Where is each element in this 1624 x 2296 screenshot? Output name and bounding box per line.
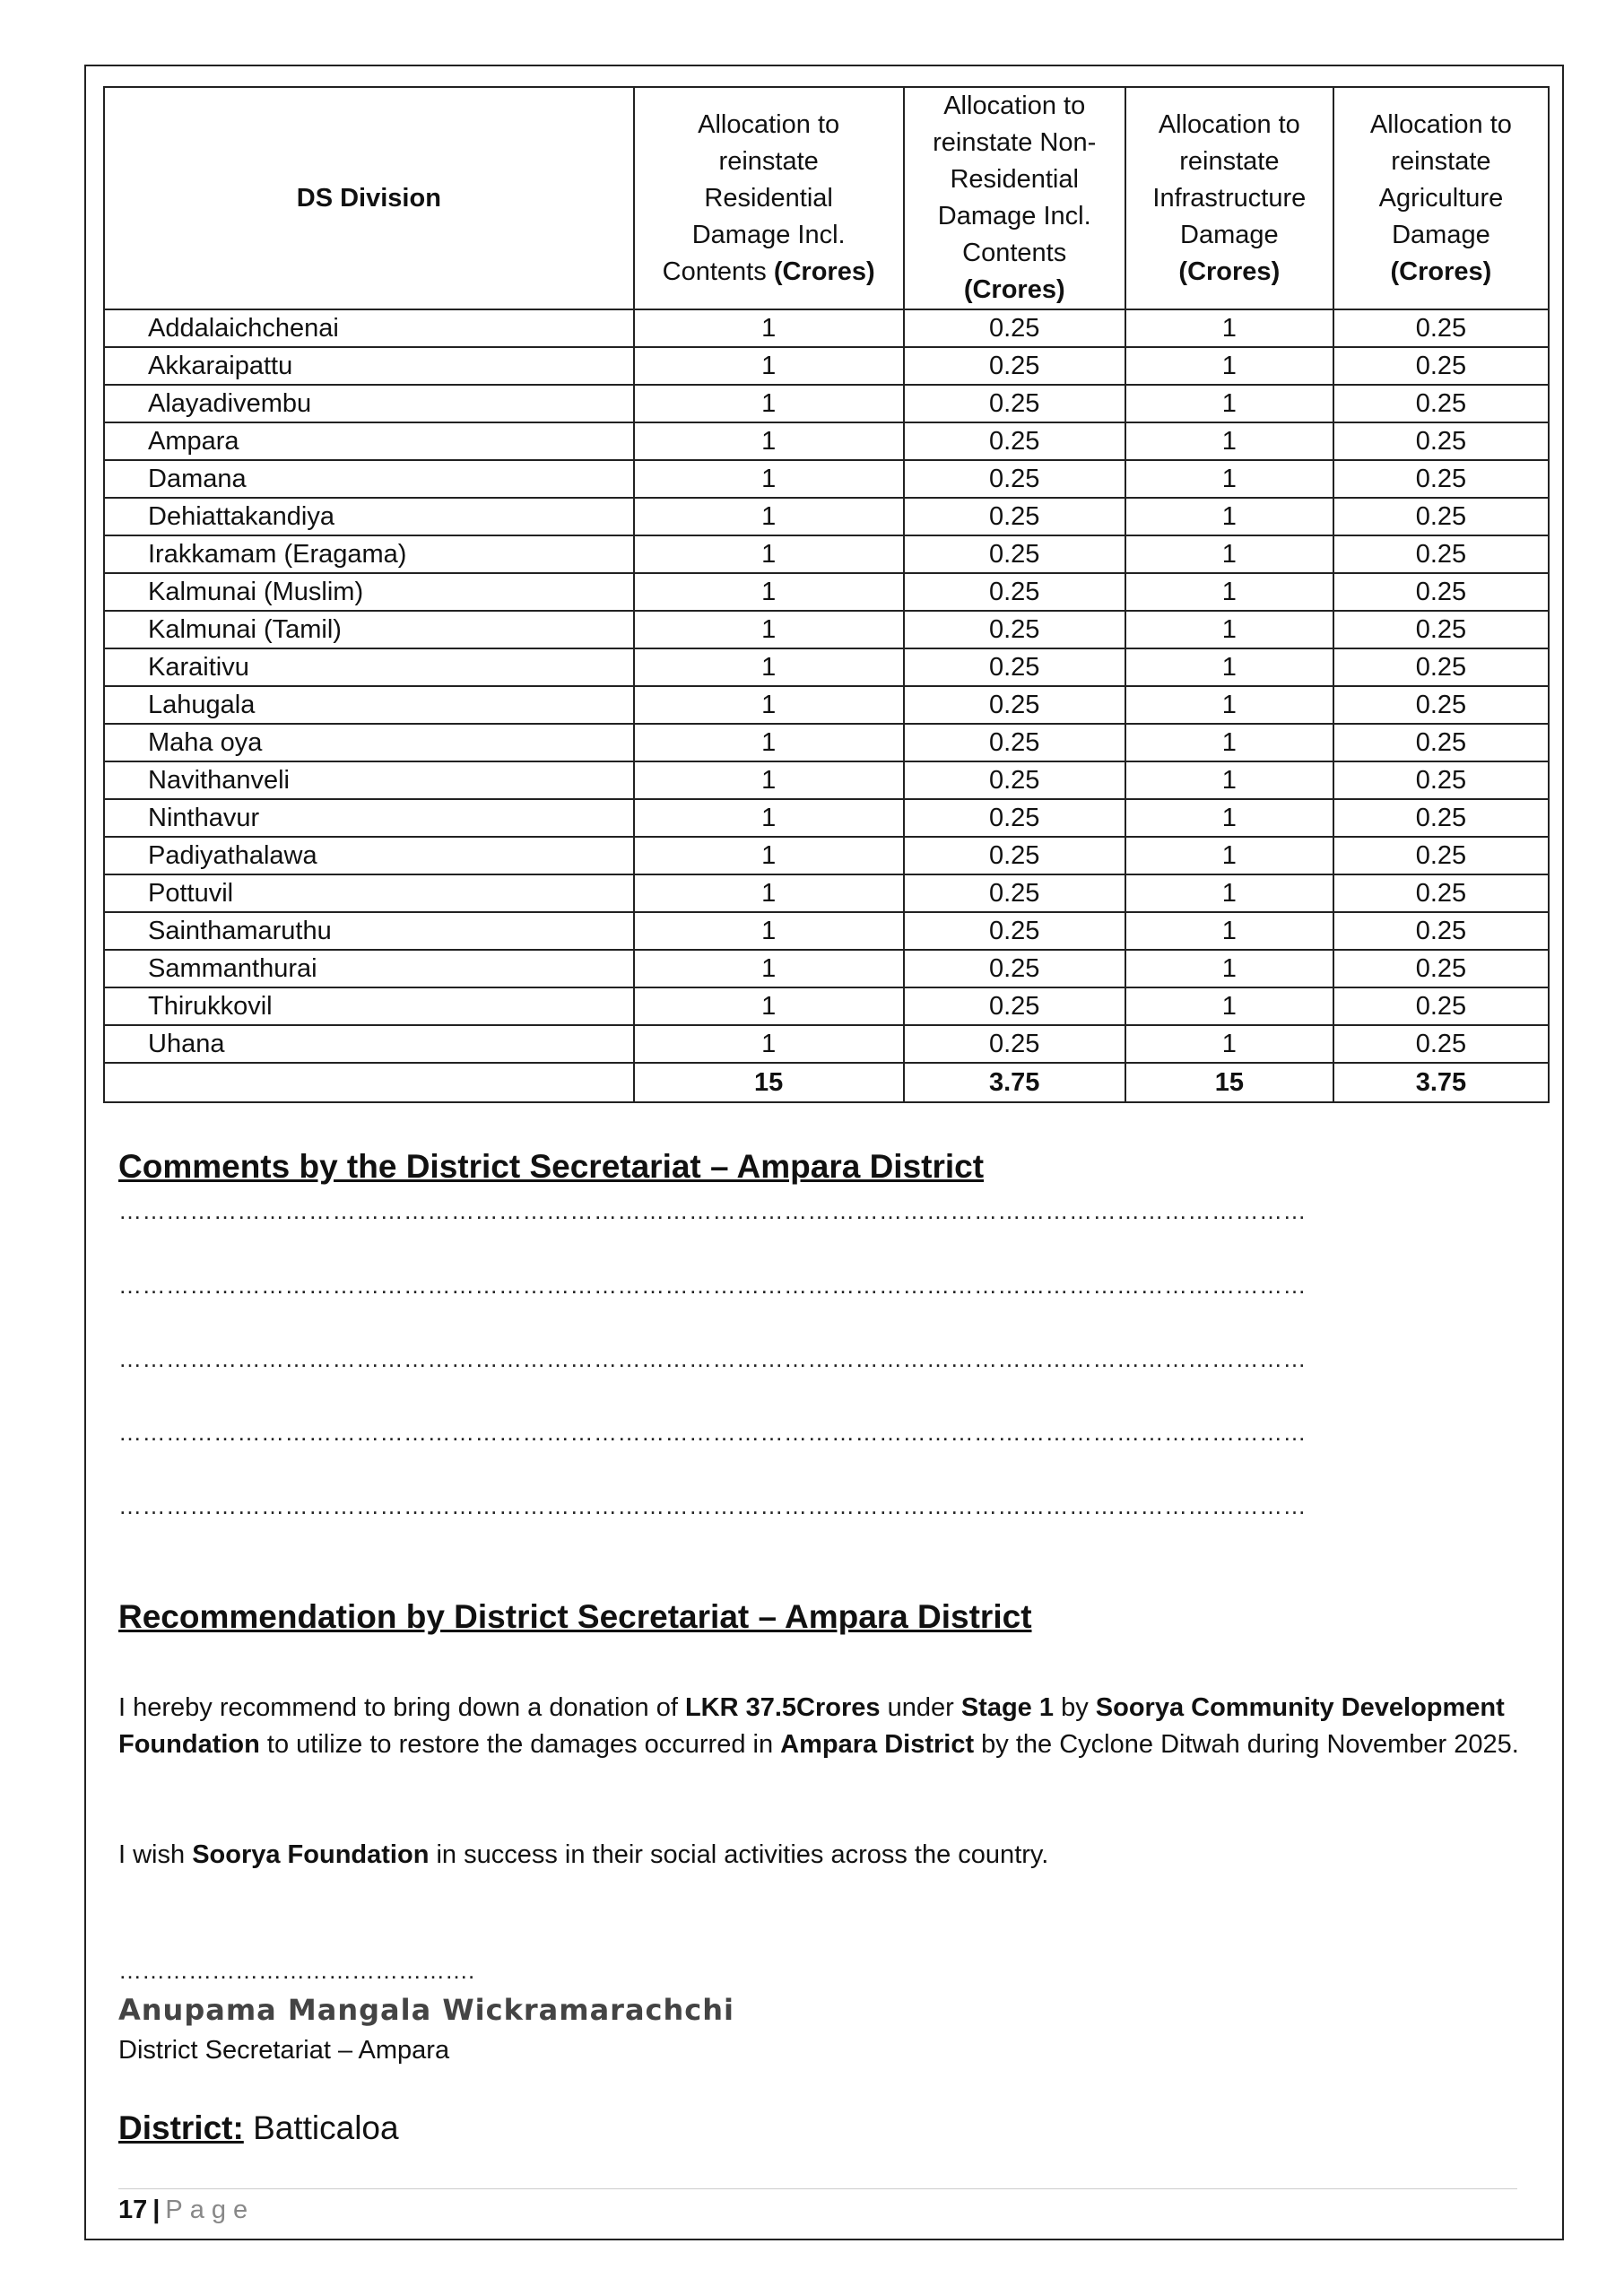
ds-division-cell: Pottuvil bbox=[104, 874, 634, 912]
non-residential-cell: 0.25 bbox=[904, 724, 1125, 761]
residential-cell: 1 bbox=[634, 611, 904, 648]
table-row bbox=[104, 874, 1549, 912]
non-residential-cell: 0.25 bbox=[904, 611, 1125, 648]
agriculture-cell: 0.25 bbox=[1333, 686, 1549, 724]
table-row bbox=[104, 724, 1549, 761]
header-residential bbox=[634, 87, 904, 309]
header-line: Damage bbox=[1180, 220, 1279, 249]
table-row bbox=[104, 309, 1549, 347]
ds-division-cell: Sainthamaruthu bbox=[104, 912, 634, 950]
agriculture-cell: 0.25 bbox=[1333, 611, 1549, 648]
agriculture-cell: 0.25 bbox=[1333, 422, 1549, 460]
residential-cell: 1 bbox=[634, 912, 904, 950]
residential-cell: 1 bbox=[634, 724, 904, 761]
agriculture-cell: 0.25 bbox=[1333, 573, 1549, 611]
residential-cell: 1 bbox=[634, 422, 904, 460]
header-line: Contents bbox=[962, 239, 1067, 267]
non-residential-cell: 0.25 bbox=[904, 573, 1125, 611]
ds-division-cell: Kalmunai (Muslim) bbox=[104, 573, 634, 611]
agriculture-cell: 0.25 bbox=[1333, 837, 1549, 874]
agriculture-cell: 0.25 bbox=[1333, 535, 1549, 573]
infrastructure-cell: 1 bbox=[1125, 498, 1333, 535]
table-row bbox=[104, 422, 1549, 460]
non-residential-cell: 3.75 bbox=[904, 1063, 1125, 1102]
infrastructure-cell: 1 bbox=[1125, 422, 1333, 460]
infrastructure-cell: 1 bbox=[1125, 912, 1333, 950]
non-residential-cell: 0.25 bbox=[904, 686, 1125, 724]
agriculture-cell: 0.25 bbox=[1333, 799, 1549, 837]
residential-cell: 1 bbox=[634, 309, 904, 347]
header-line: reinstate bbox=[1391, 146, 1491, 176]
comment-line: …………………………………………………………………………………………………………………………………… bbox=[118, 1345, 1307, 1372]
ds-division-cell: Kalmunai (Tamil) bbox=[104, 611, 634, 648]
page-word: Page bbox=[165, 2196, 256, 2224]
stage-label: Stage 1 bbox=[960, 1693, 1055, 1722]
table-row bbox=[104, 912, 1549, 950]
infrastructure-cell: 1 bbox=[1125, 987, 1333, 1025]
non-residential-cell: 0.25 bbox=[904, 422, 1125, 460]
ds-division-cell: Alayadivembu bbox=[104, 385, 634, 422]
header-agriculture bbox=[1333, 87, 1549, 309]
infrastructure-cell: 1 bbox=[1125, 385, 1333, 422]
footer-divider bbox=[118, 2188, 1517, 2189]
non-residential-cell: 0.25 bbox=[904, 874, 1125, 912]
header-line: Damage bbox=[1392, 220, 1490, 249]
header-line: reinstate bbox=[1179, 146, 1280, 176]
district-label: District: bbox=[118, 2109, 244, 2146]
residential-cell: 1 bbox=[634, 837, 904, 874]
residential-cell: 15 bbox=[634, 1063, 904, 1102]
ds-division-cell: Thirukkovil bbox=[104, 987, 634, 1025]
residential-cell: 1 bbox=[634, 460, 904, 498]
agriculture-cell: 0.25 bbox=[1333, 912, 1549, 950]
district-line bbox=[118, 2109, 399, 2147]
infrastructure-cell: 1 bbox=[1125, 535, 1333, 573]
comment-line: …………………………………………………………………………………………………………………………………… bbox=[118, 1419, 1307, 1446]
table-row bbox=[104, 460, 1549, 498]
residential-cell: 1 bbox=[634, 874, 904, 912]
table-row bbox=[104, 535, 1549, 573]
table-row bbox=[104, 573, 1549, 611]
header-line: Residential bbox=[950, 165, 1079, 194]
non-residential-cell: 0.25 bbox=[904, 309, 1125, 347]
ds-division-cell: Ampara bbox=[104, 422, 634, 460]
non-residential-cell: 0.25 bbox=[904, 761, 1125, 799]
comments-heading: Comments by the District Secretariat – Ampara District bbox=[118, 1148, 985, 1185]
signatory-title: District Secretariat – Ampara bbox=[118, 2036, 450, 2065]
residential-cell: 1 bbox=[634, 385, 904, 422]
table-row bbox=[104, 950, 1549, 987]
infrastructure-cell: 15 bbox=[1125, 1063, 1333, 1102]
ds-division-cell: Irakkamam (Eragama) bbox=[104, 535, 634, 573]
table-row bbox=[104, 648, 1549, 686]
non-residential-cell: 0.25 bbox=[904, 987, 1125, 1025]
infrastructure-cell: 1 bbox=[1125, 724, 1333, 761]
text-run: to utilize to restore the damages occurred in bbox=[259, 1730, 781, 1759]
non-residential-cell: 0.25 bbox=[904, 535, 1125, 573]
ds-division-cell: Addalaichchenai bbox=[104, 309, 634, 347]
residential-cell: 1 bbox=[634, 535, 904, 573]
signature-line: ………………………………………. bbox=[118, 1957, 475, 1984]
page-number: 17 bbox=[118, 2196, 148, 2224]
text-run: I wish bbox=[118, 1840, 193, 1869]
infrastructure-cell: 1 bbox=[1125, 686, 1333, 724]
infrastructure-cell: 1 bbox=[1125, 347, 1333, 385]
header-line: Allocation to bbox=[943, 91, 1086, 120]
page-footer bbox=[118, 2196, 255, 2225]
ds-division-cell: Maha oya bbox=[104, 724, 634, 761]
infrastructure-cell: 1 bbox=[1125, 761, 1333, 799]
residential-cell: 1 bbox=[634, 987, 904, 1025]
comment-line: …………………………………………………………………………………………………………………………………… bbox=[118, 1197, 1307, 1224]
table-row bbox=[104, 1025, 1549, 1063]
ds-division-cell: Dehiattakandiya bbox=[104, 498, 634, 535]
non-residential-cell: 0.25 bbox=[904, 347, 1125, 385]
signatory-name: Anupama Mangala Wickramarachchi bbox=[118, 1993, 734, 2027]
agriculture-cell: 0.25 bbox=[1333, 648, 1549, 686]
header-line: Contents bbox=[662, 257, 767, 286]
infrastructure-cell: 1 bbox=[1125, 874, 1333, 912]
non-residential-cell: 0.25 bbox=[904, 950, 1125, 987]
residential-cell: 1 bbox=[634, 799, 904, 837]
residential-cell: 1 bbox=[634, 573, 904, 611]
non-residential-cell: 0.25 bbox=[904, 460, 1125, 498]
header-unit: (Crores) bbox=[773, 257, 875, 286]
agriculture-cell: 0.25 bbox=[1333, 385, 1549, 422]
infrastructure-cell: 1 bbox=[1125, 837, 1333, 874]
residential-cell: 1 bbox=[634, 347, 904, 385]
infrastructure-cell: 1 bbox=[1125, 611, 1333, 648]
allocation-table bbox=[103, 86, 1550, 1103]
agriculture-cell: 0.25 bbox=[1333, 460, 1549, 498]
residential-cell: 1 bbox=[634, 950, 904, 987]
text-run: by bbox=[1054, 1693, 1096, 1722]
agriculture-cell: 0.25 bbox=[1333, 987, 1549, 1025]
table-row bbox=[104, 611, 1549, 648]
header-unit: (Crores) bbox=[963, 275, 1065, 304]
ds-division-cell: Sammanthurai bbox=[104, 950, 634, 987]
page-separator: | bbox=[152, 2196, 161, 2224]
text-run: under bbox=[880, 1693, 961, 1722]
header-line: reinstate bbox=[718, 146, 819, 176]
ds-division-cell bbox=[104, 1063, 634, 1102]
infrastructure-cell: 1 bbox=[1125, 573, 1333, 611]
non-residential-cell: 0.25 bbox=[904, 648, 1125, 686]
infrastructure-cell: 1 bbox=[1125, 1025, 1333, 1063]
recommendation-heading: Recommendation by District Secretariat – Ampara District bbox=[118, 1598, 1032, 1635]
infrastructure-cell: 1 bbox=[1125, 950, 1333, 987]
table-row bbox=[104, 686, 1549, 724]
table-row bbox=[104, 987, 1549, 1025]
agriculture-cell: 0.25 bbox=[1333, 1025, 1549, 1063]
table-row bbox=[104, 837, 1549, 874]
header-line: Agriculture bbox=[1378, 183, 1504, 213]
agriculture-cell: 0.25 bbox=[1333, 761, 1549, 799]
residential-cell: 1 bbox=[634, 761, 904, 799]
agriculture-cell: 0.25 bbox=[1333, 498, 1549, 535]
ds-division-cell: Padiyathalawa bbox=[104, 837, 634, 874]
table-row bbox=[104, 761, 1549, 799]
text-run: I hereby recommend to bring down a donation of bbox=[118, 1693, 685, 1722]
residential-cell: 1 bbox=[634, 498, 904, 535]
infrastructure-cell: 1 bbox=[1125, 309, 1333, 347]
ds-division-cell: Akkaraipattu bbox=[104, 347, 634, 385]
foundation-name: Soorya Foundation bbox=[192, 1840, 430, 1869]
table-row bbox=[104, 799, 1549, 837]
district-value: Batticaloa bbox=[243, 2109, 399, 2146]
table-row bbox=[104, 498, 1549, 535]
non-residential-cell: 0.25 bbox=[904, 799, 1125, 837]
table-row bbox=[104, 347, 1549, 385]
non-residential-cell: 0.25 bbox=[904, 837, 1125, 874]
header-non-residential bbox=[904, 87, 1125, 309]
header-line: Damage Incl. bbox=[691, 220, 846, 249]
agriculture-cell: 0.25 bbox=[1333, 874, 1549, 912]
non-residential-cell: 0.25 bbox=[904, 912, 1125, 950]
header-line: Allocation to bbox=[1369, 109, 1512, 139]
comment-line: …………………………………………………………………………………………………………………………………… bbox=[118, 1272, 1307, 1299]
ds-division-cell: Lahugala bbox=[104, 686, 634, 724]
comment-line: …………………………………………………………………………………………………………………………………… bbox=[118, 1492, 1307, 1519]
header-infrastructure bbox=[1125, 87, 1333, 309]
header-unit: (Crores) bbox=[1178, 257, 1281, 286]
non-residential-cell: 0.25 bbox=[904, 498, 1125, 535]
header-line: Allocation to bbox=[698, 109, 840, 139]
wish-paragraph bbox=[118, 1837, 1562, 1874]
header-line: reinstate Non- bbox=[933, 128, 1097, 157]
infrastructure-cell: 1 bbox=[1125, 460, 1333, 498]
infrastructure-cell: 1 bbox=[1125, 799, 1333, 837]
donation-amount: LKR 37.5Crores bbox=[684, 1693, 881, 1722]
table-body bbox=[104, 309, 1549, 1102]
header-line: Damage Incl. bbox=[937, 202, 1091, 230]
ds-division-cell: Damana bbox=[104, 460, 634, 498]
header-line: Residential bbox=[704, 183, 833, 213]
ds-division-cell: Ninthavur bbox=[104, 799, 634, 837]
agriculture-cell: 0.25 bbox=[1333, 724, 1549, 761]
text-run: in success in their social activities across the country. bbox=[429, 1840, 1049, 1869]
ds-division-cell: Karaitivu bbox=[104, 648, 634, 686]
table-row bbox=[104, 385, 1549, 422]
agriculture-cell: 0.25 bbox=[1333, 950, 1549, 987]
header-ds-division: DS Division bbox=[104, 87, 634, 309]
agriculture-cell: 3.75 bbox=[1333, 1063, 1549, 1102]
table-header-row bbox=[104, 87, 1549, 309]
header-unit: (Crores) bbox=[1390, 257, 1492, 286]
totals-row bbox=[104, 1063, 1549, 1102]
agriculture-cell: 0.25 bbox=[1333, 309, 1549, 347]
agriculture-cell: 0.25 bbox=[1333, 347, 1549, 385]
ds-division-cell: Uhana bbox=[104, 1025, 634, 1063]
text-run: by the Cyclone Ditwah during November 2025. bbox=[974, 1730, 1519, 1759]
residential-cell: 1 bbox=[634, 1025, 904, 1063]
district-name: Ampara District bbox=[780, 1730, 975, 1759]
header-line: Allocation to bbox=[1158, 109, 1300, 139]
residential-cell: 1 bbox=[634, 686, 904, 724]
header-line: Infrastructure bbox=[1152, 183, 1307, 213]
infrastructure-cell: 1 bbox=[1125, 648, 1333, 686]
ds-division-cell: Navithanveli bbox=[104, 761, 634, 799]
foundation-name: Soorya Community Development Foundation bbox=[118, 1693, 1505, 1759]
residential-cell: 1 bbox=[634, 648, 904, 686]
non-residential-cell: 0.25 bbox=[904, 1025, 1125, 1063]
non-residential-cell: 0.25 bbox=[904, 385, 1125, 422]
recommendation-paragraph bbox=[118, 1690, 1562, 1763]
